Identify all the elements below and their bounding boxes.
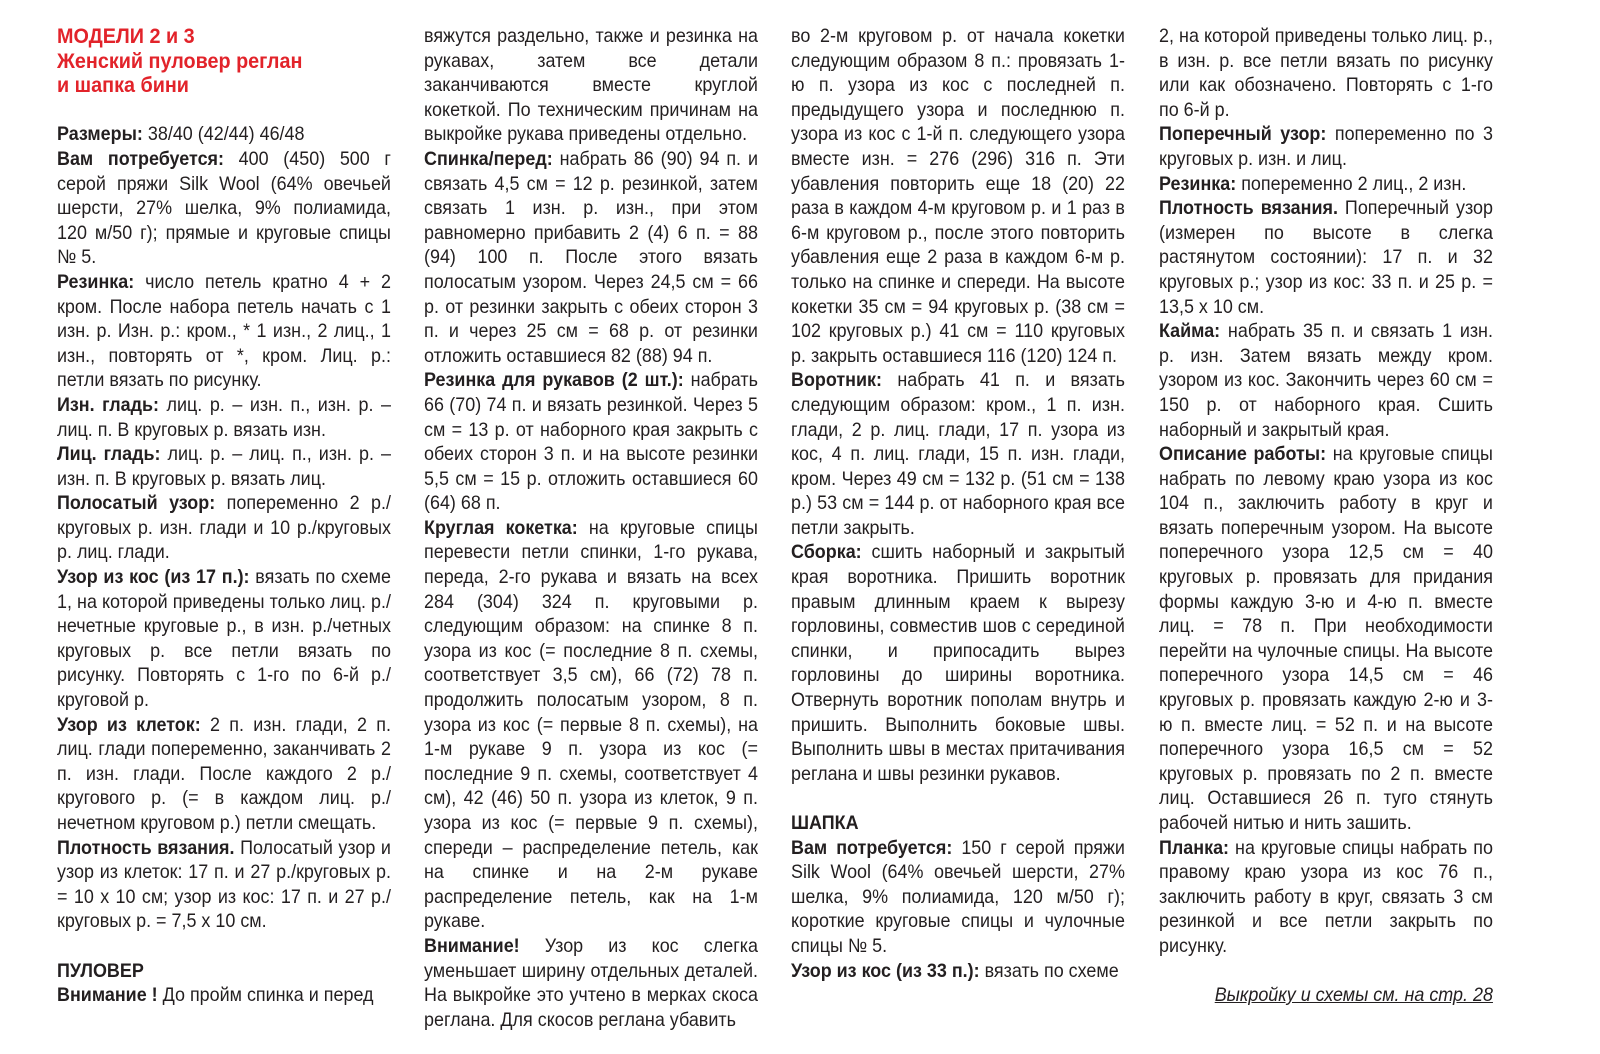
gauge-label: Плотность вязания. [57, 836, 235, 859]
band-label: Планка: [1159, 836, 1230, 859]
sleeve-rib-label: Резинка для рукавов (2 шт.): [424, 369, 684, 392]
column-2 [424, 24, 758, 1032]
rib-label: Резинка: [57, 270, 135, 293]
cross-pattern-label: Поперечный узор: [1159, 123, 1327, 146]
column-1 [57, 24, 391, 1008]
cable-pattern-paragraph [57, 565, 391, 713]
model-title: МОДЕЛИ 2 и 3 [57, 24, 195, 48]
pullover-heading: ПУЛОВЕР [57, 959, 144, 982]
attention-label: Внимание ! [57, 984, 158, 1007]
rib-paragraph [57, 270, 391, 393]
border-text: набрать 35 п. и связать 1 изн. р. изн. Затем вязать между кром. узором из кос. Закончить через 60 см = 150 р. от наборного края. Сшить наборный и закрытый края. [1159, 320, 1493, 441]
work-description-paragraph [1159, 442, 1493, 836]
warning-label: Внимание! [424, 934, 520, 957]
gauge-paragraph [57, 836, 391, 934]
sleeve-rib-text: набрать 66 (70) 74 п. и вязать резинкой. Через 5 см = 13 р. от наборного края закрыть с обеих сторон 3 п. и на высоте резинки 5,5 см = 15 р. отложить оставшиеся 60 (64) 68 п. [424, 369, 758, 515]
stripe-pattern-text: попеременно 2 р./круговых р. изн. глади и 10 р./круговых р. лиц. глади. [57, 492, 391, 564]
stockinette-label: Лиц. гладь: [57, 443, 161, 466]
cross-pattern-text: попеременно по 3 круговых р. изн. и лиц. [1159, 123, 1493, 170]
reverse-stockinette-label: Изн. гладь: [57, 393, 159, 416]
check-pattern-paragraph [57, 713, 391, 836]
collar-label: Воротник: [791, 369, 882, 392]
column-4 [1159, 24, 1493, 1008]
hat-cable-text: вязать по схеме [984, 959, 1119, 982]
check-pattern-text: 2 п. изн. глади, 2 п. лиц. глади попеременно, заканчивать 2 п. изн. глади. После каждого 2 р./кругового р. (= в каждом лиц. р./нечетном круговом р.) петли смещать. [57, 713, 391, 834]
sizes-label: Размеры: [57, 123, 143, 146]
band-text: на круговые спицы набрать по правому краю узора из кос 76 п., заключить работу в круг, связать 3 см резинкой и все петли закрыть по рисунку. [1159, 836, 1493, 957]
stockinette-paragraph [57, 442, 391, 491]
gauge-text: Полосатый узор и узор из клеток: 17 п. и 27 р./круговых р. = 10 х 10 см; узор из кос: 17 п. и 27 р./круговых р. = 7,5 х 10 см. [57, 836, 391, 933]
materials-paragraph [57, 147, 391, 270]
reverse-stockinette-paragraph [57, 393, 391, 442]
collar-paragraph [791, 368, 1125, 540]
back-front-label: Спинка/перед: [424, 147, 553, 170]
yoke-label: Круглая кокетка: [424, 516, 578, 539]
hat-cable-paragraph [791, 959, 1125, 984]
rib-text: число петель кратно 4 + 2 кром. После набора петель начать с 1 изн. р. Изн. р.: кром., * 1 изн., 2 лиц., 1 изн., повторять от *, кром. Лиц. р.: петли вязать по рисунку. [57, 270, 391, 392]
hat-materials-label: Вам потребуется: [791, 836, 953, 859]
reverse-stockinette-text: лиц. р. – изн. п., изн. р. – лиц. п. В круговых р. вязать изн. [57, 393, 391, 441]
column-3 [791, 24, 1125, 983]
work-description-label: Описание работы: [1159, 443, 1327, 466]
raglan-paragraph: во 2-м круговом р. от начала кокетки следующим образом 8 п.: провязать 1-ю п. узора из кос с последней п. предыдущего узора и последнюю п. узора из кос с 1-й п. следующего узора вместе изн. = 276 (296) 316 п. Эти убавления повторить еще 18 (20) 22 раза в каждом 4-м круговом р. и 1 раз в 6-м круговом р., после этого повторить убавления еще 2 раза в каждом 6-м р. только на спинке и спереди. На высоте кокетки 35 см = 94 круговых р. (38 см = 102 круговых р.) 41 см = 110 круговых р. закрыть оставшиеся 116 (120) 124 п. [791, 25, 1125, 367]
work-description-text: на круговые спицы набрать по левому краю узора из кос 104 п., заключить работу в круг и вязать поперечным узором. На высоте поперечного узора 12,5 см = 40 круговых р. провязать для придания формы каждую 3-ю и 4-ю п. вместе лиц. = 78 п. При необходимости перейти на чулочные спицы. На высоте поперечного узора 14,5 см = 46 круговых р. провязать каждую 2-ю и 3-ю п. вместе лиц. = 52 п. и на высоте поперечного узора 16,5 см = 52 круговых р. провязать по 2 п. вместе лиц. Оставшиеся 26 п. туго стянуть рабочей нитью и нить зашить. [1159, 443, 1493, 834]
sizes-text: 38/40 (42/44) 46/48 [147, 123, 305, 146]
back-front-paragraph [424, 147, 758, 368]
hat-cable-continued: 2, на которой приведены только лиц. р., в изн. р. все петли вязать по рисунку или как обозначено. Повторять с 1-го по 6-й р. [1159, 25, 1493, 121]
band-paragraph [1159, 836, 1493, 959]
sleeve-rib-paragraph [424, 368, 758, 516]
border-paragraph [1159, 319, 1493, 442]
warning-paragraph [424, 934, 758, 1032]
hat-heading: ШАПКА [791, 812, 859, 834]
model-subtitle-2: и шапка бини [57, 73, 189, 98]
pattern-reference-link[interactable]: Выкройку и схемы см. на стр. 28 [1214, 984, 1493, 1007]
attention-text: До пройм спинка и перед [162, 984, 374, 1007]
hat-gauge-label: Плотность вязания. [1159, 197, 1338, 220]
assembly-text: сшить наборный и закрытый края воротника. Пришить воротник правым длинным краем к вырезу горловины, совместив шов с серединой спинки, и припосадить вырез горловины до ширины воротника. Отвернуть воротник пополам внутрь и пришить. Выполнить боковые швы. Выполнить швы в местах притачивания реглана и швы резинки рукавов. [791, 541, 1125, 785]
materials-label: Вам потребуется: [57, 147, 225, 170]
border-label: Кайма: [1159, 320, 1221, 343]
intro-paragraph: вяжутся раздельно, также и резинка на рукавах, затем все детали заканчиваются вместе круглой кокеткой. По техническим причинам на выкройке рукава приведены отдельно. [424, 25, 758, 146]
yoke-paragraph [424, 516, 758, 934]
hat-cable-label: Узор из кос (из 33 п.): [791, 959, 980, 982]
hat-materials-text: 150 г серой пряжи Silk Wool (64% овечьей шерсти, 27% шелка, 9% полиамида, 120 м/50 г); короткие круговые спицы и чулочные спицы № 5. [791, 836, 1125, 957]
back-front-text: набрать 86 (90) 94 п. и связать 4,5 см = 12 р. резинкой, затем связать 1 изн. р. изн., при этом равномерно прибавить 2 (4) 6 п. = 88 (94) 100 п. После этого вязать полосатым узором. Через 24,5 см = 66 р. от резинки закрыть с обеих сторон 3 п. и через 25 см = 68 р. от резинки отложить оставшиеся 82 (88) 94 п. [424, 147, 758, 367]
materials-text: 400 (450) 500 г серой пряжи Silk Wool (64% овечьей шерсти, 27% шелка, 9% полиамида, 120 м/50 г); прямые и круговые спицы № 5. [57, 147, 391, 269]
cross-pattern-paragraph [1159, 122, 1493, 171]
cable-pattern-text: вязать по схеме 1, на которой приведены только лиц. р./нечетные круговые р., в изн. р./четных круговых р. все петли вязать по рисунку. Повторять с 1-го по 6-й р./круговой р. [57, 566, 391, 712]
stripe-pattern-label: Полосатый узор: [57, 492, 216, 515]
hat-gauge-text: Поперечный узор (измерен по высоте в слегка растянутом состоянии): 17 п. и 32 круговых р.; узор из кос: 33 п. и 25 р. = 13,5 х 10 см. [1159, 197, 1493, 318]
assembly-label: Сборка: [791, 541, 862, 564]
check-pattern-label: Узор из клеток: [57, 713, 201, 736]
attention-paragraph [57, 983, 391, 1008]
hat-rib-paragraph [1159, 172, 1493, 197]
sizes-paragraph [57, 122, 391, 147]
warning-text: Узор из кос слегка уменьшает ширину отдельных деталей. На выкройке это учтено в мерках скоса реглана. Для скосов реглана убавить [424, 934, 758, 1031]
model-subtitle-1: Женский пуловер реглан [57, 48, 303, 73]
hat-gauge-paragraph [1159, 196, 1493, 319]
hat-materials-paragraph [791, 836, 1125, 959]
hat-rib-label: Резинка: [1159, 172, 1237, 195]
stockinette-text: лиц. р. – лиц. п., изн. р. – изн. п. В круговых р. вязать лиц. [57, 443, 391, 490]
stripe-pattern-paragraph [57, 491, 391, 565]
assembly-paragraph [791, 540, 1125, 786]
cable-pattern-label: Узор из кос (из 17 п.): [57, 566, 250, 589]
yoke-text: на круговые спицы перевести петли спинки, 1-го рукава, переда, 2-го рукава и вязать на всех 284 (304) 324 п. круговыми р. следующим образом: на спинке 8 п. узора из кос (= последние 8 п. схемы, соответствует 3,5 см), 66 (72) 78 п. продолжить полосатым узором, 8 п. узора из кос (= первые 8 п. схемы), на 1-м рукаве 9 п. узора из кос (= последние 9 п. схемы, соответствует 4 см), 42 (46) 50 п. узора из клеток, 9 п. узора из кос (= первые 9 п. схемы), спереди – распределение петель, как на спинке и на 2-м рукаве распределение петель, как на 1-м рукаве. [424, 516, 758, 933]
collar-text: набрать 41 п. и вязать следующим образом: кром., 1 п. изн. глади, 2 р. лиц. глади, 17 п. узора из кос, 4 п. лиц. глади, 15 п. изн. глади, кром. Через 49 см = 132 р. (51 см = 138 р.) 53 см = 144 р. от наборного края все петли закрыть. [791, 369, 1125, 539]
hat-rib-text: попеременно 2 лиц., 2 изн. [1241, 172, 1467, 195]
